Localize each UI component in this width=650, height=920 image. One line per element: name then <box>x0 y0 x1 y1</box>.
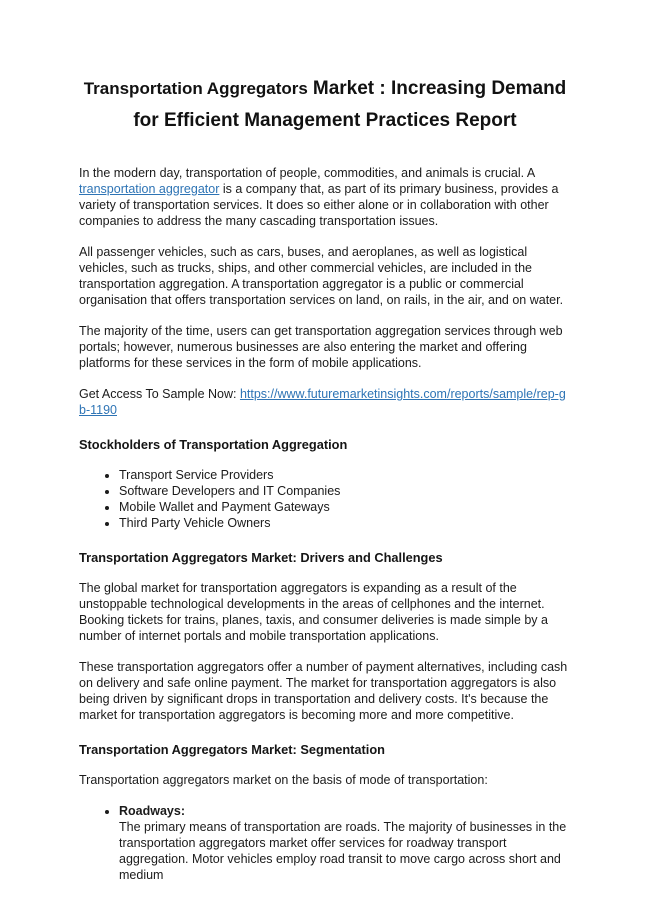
roadways-text: The primary means of transportation are roads. The majority of businesses in the transportation aggregators market offer services for roadway transport aggregation. Motor vehicles employ road transit to move cargo across short and medium <box>119 820 567 882</box>
sample-access-line <box>79 386 571 418</box>
sample-report-url-link[interactable]: https://www.futuremarketinsights.com/reports/sample/rep-gb-1190 <box>79 387 566 417</box>
page-title-line2: for Efficient Management Practices Report <box>133 110 517 131</box>
segmentation-intro: Transportation aggregators market on the basis of mode of transportation: <box>79 773 488 787</box>
stockholders-list <box>79 467 571 531</box>
page-title-part-small: Transportation Aggregators <box>83 79 308 98</box>
segmentation-list <box>79 803 571 883</box>
stockholders-list-item: • Third Party Vehicle Owners <box>119 515 571 531</box>
page-title-line1 <box>79 70 571 105</box>
transportation-aggregator-link[interactable]: transportation aggregator <box>79 182 220 196</box>
intro-text-after-link: is a company that, as part of its primary business, provides a variety of transportation services. It does so either alone or in collaboration with other companies to address the many cascading transportation issues. <box>79 182 559 228</box>
vehicles-paragraph: All passenger vehicles, such as cars, buses, and aeroplanes, as well as logistical vehicles, such as trucks, ships, and other commercial vehicles, are included in the transportation aggregation. A transportation aggregator is a public or commercial organisation that offers transportation services on land, on rails, in the air, and on water. <box>79 245 564 307</box>
drivers-paragraph-1: The global market for transportation aggregators is expanding as a result of the unstoppable technological developments in the areas of cellphones and the internet. Booking tickets for trains, planes, taxis, and consumer deliveries is made simple by a number of internet portals and mobile transportation applications. <box>79 581 548 643</box>
drivers-paragraph-2: These transportation aggregators offer a number of payment alternatives, including cash on delivery and safe online payment. The market for transportation aggregators is also being driven by significant drops in transportation and delivery costs. It's because the market for transportation aggregators is becoming more and more competitive. <box>79 660 568 722</box>
drivers-challenges-heading: Transportation Aggregators Market: Drivers and Challenges <box>79 550 443 565</box>
stockholders-list-item: • Transport Service Providers <box>119 467 571 483</box>
webportals-paragraph: The majority of the time, users can get transportation aggregation services through web portals; however, numerous businesses are also entering the market and offering platforms for these services in the form of mobile applications. <box>79 324 563 370</box>
roadways-label: • Roadways: <box>119 804 185 818</box>
segmentation-roadways-item <box>119 803 571 883</box>
page-title <box>79 70 571 137</box>
stockholders-heading: Stockholders of Transportation Aggregation <box>79 437 348 452</box>
stockholders-list-item: • Software Developers and IT Companies <box>119 483 571 499</box>
intro-text-before-link: In the modern day, transportation of people, commodities, and animals is crucial. A <box>79 166 535 180</box>
segmentation-heading: Transportation Aggregators Market: Segmentation <box>79 742 385 757</box>
page-title-part-large: Market : Increasing Demand <box>312 78 567 99</box>
intro-paragraph <box>79 165 571 229</box>
sample-access-label: Get Access To Sample Now: <box>79 387 240 401</box>
stockholders-list-item: • Mobile Wallet and Payment Gateways <box>119 499 571 515</box>
